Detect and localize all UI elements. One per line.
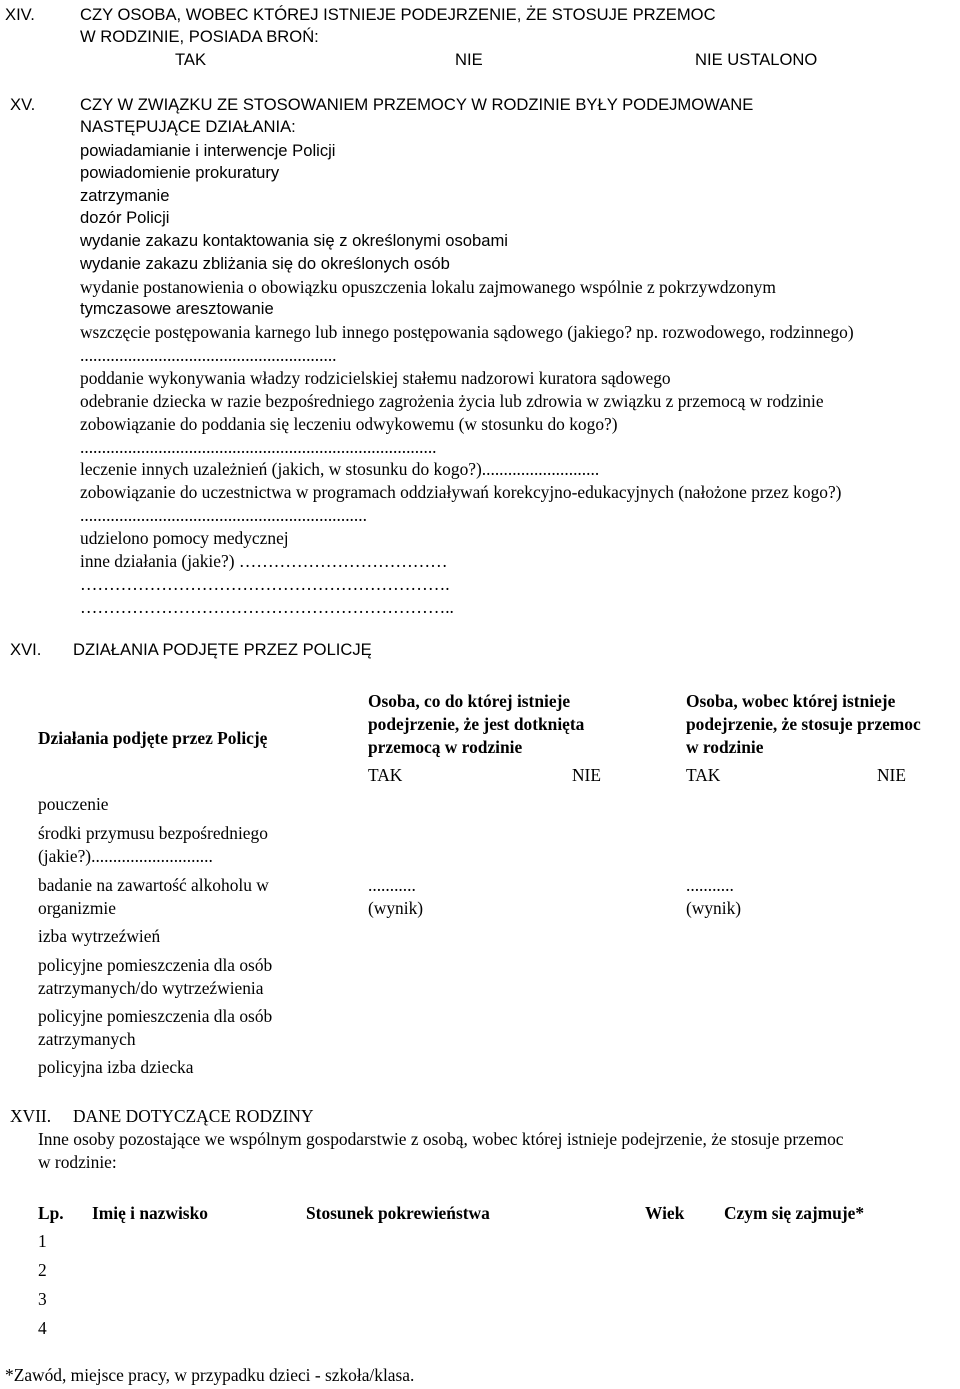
victim-column-header-line2: podejrzenie, że jest dotknięta <box>368 714 585 734</box>
section-15-question-line1: CZY W ZWIĄZKU ZE STOSOWANIEM PRZEMOCY W RODZINIE BYŁY PODEJMOWANE <box>80 95 754 114</box>
row-pomieszczenia-2-line1: policyjne pomieszczenia dla osób <box>38 1006 273 1026</box>
family-table-header-name: Imię i nazwisko <box>92 1203 208 1223</box>
option-nie-ustalono[interactable]: NIE USTALONO <box>695 50 818 69</box>
row-srodki-line2: (jakie?)............................ <box>38 846 213 866</box>
action-item: zobowiązanie do poddania się leczeniu odwykowemu (w stosunku do kogo?) <box>80 414 618 434</box>
section-17-number: XVII. <box>10 1106 52 1126</box>
section-14-number: XIV. <box>5 5 35 24</box>
action-item: poddanie wykonywania władzy rodzicielskiej stałemu nadzorowi kuratora sądowego <box>80 368 671 388</box>
victim-column-header-line1: Osoba, co do której istnieje <box>368 691 571 711</box>
action-item: dozór Policji <box>80 208 170 227</box>
row-pouczenie: pouczenie <box>38 794 109 814</box>
action-item: powiadamianie i interwencje Policji <box>80 141 336 160</box>
action-item: udzielono pomocy medycznej <box>80 528 289 548</box>
row-pomieszczenia-2-line2: zatrzymanych <box>38 1029 136 1049</box>
action-item: odebranie dziecka w razie bezpośredniego zagrożenia życia lub zdrowia w związku z przemocą w rodzinie <box>80 391 824 411</box>
perpetrator-column-header-line2: podejrzenie, że stosuje przemoc <box>686 714 921 734</box>
section-14-question-line2: W RODZINIE, POSIADA BROŃ: <box>80 27 319 46</box>
action-item: wydanie zakazu kontaktowania się z określonymi osobami <box>80 231 508 250</box>
row-pomieszczenia-1-line2: zatrzymanych/do wytrzeźwienia <box>38 978 264 998</box>
victim-column-header-line3: przemocą w rodzinie <box>368 737 523 757</box>
family-table-header-lp: Lp. <box>38 1203 64 1223</box>
perpetrator-column-header-line1: Osoba, wobec której istnieje <box>686 691 896 711</box>
family-table-header-age: Wiek <box>645 1203 685 1223</box>
action-item: zobowiązanie do uczestnictwa w programach oddziaływań korekcyjno-edukacyjnych (nałożone przez kogo?) <box>80 482 842 502</box>
section-15-number: XV. <box>10 95 36 114</box>
row-srodki-line1: środki przymusu bezpośredniego <box>38 823 268 843</box>
section-14-question-line1: CZY OSOBA, WOBEC KTÓREJ ISTNIEJE PODEJRZENIE, ŻE STOSUJE PRZEMOC <box>80 5 716 24</box>
section-17-intro-line2: w rodzinie: <box>38 1152 117 1172</box>
row-izba-dziecka: policyjna izba dziecka <box>38 1057 194 1077</box>
victim-result-dots[interactable]: ........... <box>368 875 416 895</box>
family-table-row: 3 <box>38 1289 47 1309</box>
option-nie[interactable]: NIE <box>455 50 483 69</box>
family-table-row: 4 <box>38 1318 47 1338</box>
police-actions-column-header: Działania podjęte przez Policję <box>38 728 268 748</box>
perpetrator-nie-header: NIE <box>877 765 906 785</box>
row-izba-wytrzezwien: izba wytrzeźwień <box>38 926 161 946</box>
action-item: wszczęcie postępowania karnego lub innego postępowania sądowego (jakiego? np. rozwodowego, rodzinnego) <box>80 322 854 342</box>
option-tak[interactable]: TAK <box>175 50 207 69</box>
section-15-question-line2: NASTĘPUJĄCE DZIAŁANIA: <box>80 117 296 136</box>
footnote: *Zawód, miejsce pracy, w przypadku dzieci - szkoła/klasa. <box>5 1365 415 1385</box>
action-item: wydanie zakazu zbliżania się do określonych osób <box>80 254 450 273</box>
section-17-intro-line1: Inne osoby pozostające we wspólnym gospodarstwie z osobą, wobec której istnieje podejrzenie, że stosuje przemoc <box>38 1129 844 1149</box>
section-16-title: DZIAŁANIA PODJĘTE PRZEZ POLICJĘ <box>73 640 372 659</box>
family-table-header-occupation: Czym się zajmuje* <box>724 1203 865 1223</box>
section-16-number: XVI. <box>10 640 42 659</box>
dotted-fill-line: ……………………………………………………….. <box>80 597 454 617</box>
action-item: inne działania (jakie?) ……………………………… <box>80 551 448 571</box>
family-table-header-relation: Stosunek pokrewieństwa <box>306 1203 490 1223</box>
action-item: wydanie postanowienia o obowiązku opuszczenia lokalu zajmowanego wspólnie z pokrzywdzonym <box>80 277 776 297</box>
row-pomieszczenia-1-line1: policyjne pomieszczenia dla osób <box>38 955 273 975</box>
perpetrator-result-dots[interactable]: ........... <box>686 875 734 895</box>
row-badanie-line2: organizmie <box>38 898 116 918</box>
perpetrator-column-header-line3: w rodzinie <box>686 737 764 757</box>
action-item: tymczasowe aresztowanie <box>80 299 274 318</box>
victim-result-label: (wynik) <box>368 898 424 918</box>
family-table-row: 2 <box>38 1260 47 1280</box>
family-table-row: 1 <box>38 1231 47 1251</box>
action-item: zatrzymanie <box>80 186 170 205</box>
dotted-fill-line: .................................................................................. <box>80 437 437 457</box>
victim-tak-header: TAK <box>368 765 403 785</box>
victim-nie-header: NIE <box>572 765 601 785</box>
action-item: powiadomienie prokuratury <box>80 163 280 182</box>
section-17-title: DANE DOTYCZĄCE RODZINY <box>73 1106 314 1126</box>
action-item: leczenie innych uzależnień (jakich, w stosunku do kogo?)........................... <box>80 459 600 479</box>
dotted-fill-line: ........................................................... <box>80 345 337 365</box>
dotted-fill-line: .................................................................. <box>80 505 367 525</box>
dotted-fill-line: ………………………………………………………. <box>80 574 450 594</box>
perpetrator-result-label: (wynik) <box>686 898 742 918</box>
perpetrator-tak-header: TAK <box>686 765 721 785</box>
row-badanie-line1: badanie na zawartość alkoholu w <box>38 875 269 895</box>
